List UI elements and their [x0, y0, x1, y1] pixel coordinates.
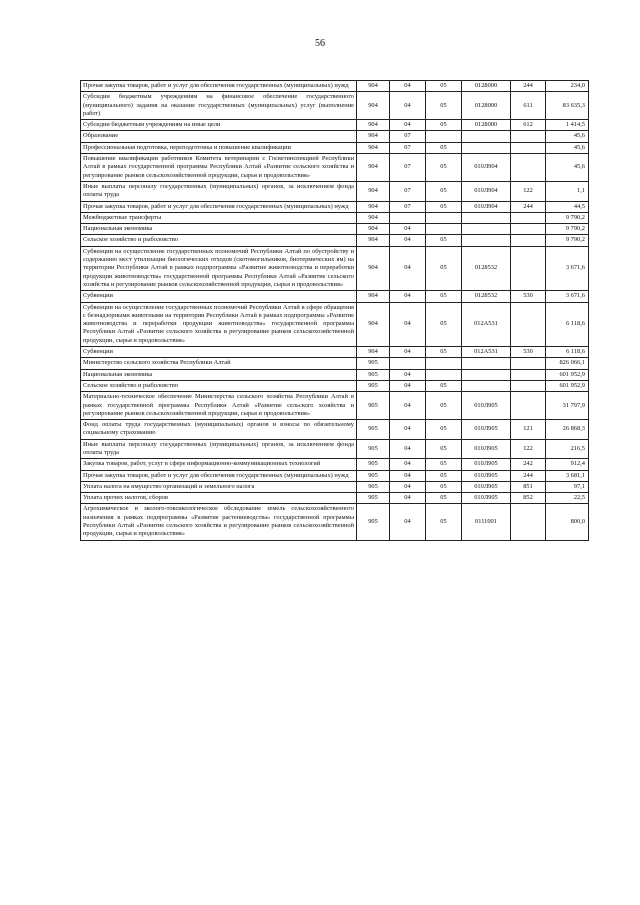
- section-code: 04: [390, 493, 426, 504]
- section-code: 04: [390, 380, 426, 391]
- ministry-code: 904: [357, 81, 390, 92]
- subsection-code: 05: [426, 470, 462, 481]
- ministry-code: 904: [357, 212, 390, 223]
- amount: 1,1: [546, 181, 589, 201]
- row-name: Повышение квалификации работников Комитета ветеринарии с Госветинспекцией Республики Алтай в рамках государственной программы Республики Алтай «Развитие сельского хозяйства и регулирование рынков сельскохозяйственной продукции, сырья и продовольствия»: [81, 154, 357, 182]
- subsection-code: [426, 358, 462, 369]
- table-row: [81, 224, 589, 235]
- section-code: 04: [390, 224, 426, 235]
- ministry-code: 904: [357, 181, 390, 201]
- subsection-code: [426, 224, 462, 235]
- table-row: [81, 358, 589, 369]
- subsection-code: [426, 212, 462, 223]
- row-name: Агрохимическое и эколого-токсикологическое обследование земель сельскохозяйственного назначения в рамках подпрограммы «Развитие растениеводства» государственной программы Республики Алтай «Развитие сельского хозяйства и регулирование рынков сельскохозяйственной продукции, сырья и продовольствия»: [81, 504, 357, 540]
- amount: 800,0: [546, 504, 589, 540]
- target-article-code: [462, 224, 511, 235]
- expense-type-code: 611: [511, 92, 546, 120]
- section-code: 04: [390, 302, 426, 346]
- section-code: [390, 212, 426, 223]
- table-row: [81, 212, 589, 223]
- ministry-code: 905: [357, 380, 390, 391]
- amount: 45,6: [546, 131, 589, 142]
- subsection-code: 05: [426, 201, 462, 212]
- table-row: [81, 201, 589, 212]
- table-row: [81, 439, 589, 459]
- table-row: [81, 154, 589, 182]
- row-name: Сельское хозяйство и рыболовство: [81, 380, 357, 391]
- expense-type-code: [511, 235, 546, 246]
- section-code: 04: [390, 81, 426, 92]
- section-code: 04: [390, 504, 426, 540]
- section-code: 04: [390, 439, 426, 459]
- section-code: 04: [390, 369, 426, 380]
- target-article-code: 010Л905: [462, 392, 511, 420]
- subsection-code: 05: [426, 481, 462, 492]
- subsection-code: 05: [426, 439, 462, 459]
- subsection-code: 05: [426, 92, 462, 120]
- table-row: [81, 92, 589, 120]
- row-name: Закупка товаров, работ, услуг в сфере информационно-коммуникационных технологий: [81, 459, 357, 470]
- table-row: [81, 120, 589, 131]
- target-article-code: 0128532: [462, 291, 511, 302]
- ministry-code: 905: [357, 392, 390, 420]
- ministry-code: 905: [357, 420, 390, 440]
- target-article-code: 010Л905: [462, 493, 511, 504]
- amount: 45,6: [546, 142, 589, 153]
- subsection-code: [426, 369, 462, 380]
- ministry-code: 904: [357, 224, 390, 235]
- table-row: [81, 392, 589, 420]
- target-article-code: 012А531: [462, 347, 511, 358]
- target-article-code: 010Л905: [462, 420, 511, 440]
- ministry-code: 905: [357, 481, 390, 492]
- row-name: Межбюджетные трансферты: [81, 212, 357, 223]
- target-article-code: [462, 131, 511, 142]
- amount: 601 952,9: [546, 369, 589, 380]
- target-article-code: [462, 235, 511, 246]
- table-row: [81, 481, 589, 492]
- row-name: Материально-техническое обеспечение Министерства сельского хозяйства Республики Алтай в рамках государственной программы Республики Алтай «Развитие сельского хозяйства и регулирование рынков сельскохозяйственной продукции, сырья и продовольствия»: [81, 392, 357, 420]
- table-row: [81, 459, 589, 470]
- expense-type-code: [511, 392, 546, 420]
- expense-type-code: 121: [511, 420, 546, 440]
- amount: 26 868,3: [546, 420, 589, 440]
- section-code: [390, 358, 426, 369]
- ministry-code: 905: [357, 369, 390, 380]
- target-article-code: 010Л904: [462, 181, 511, 201]
- section-code: 04: [390, 120, 426, 131]
- expense-type-code: 242: [511, 459, 546, 470]
- row-name: Прочая закупка товаров, работ и услуг для обеспечения государственных (муниципальных) нужд: [81, 201, 357, 212]
- section-code: 04: [390, 246, 426, 290]
- amount: 22,5: [546, 493, 589, 504]
- amount: 3 671,6: [546, 246, 589, 290]
- section-code: 04: [390, 92, 426, 120]
- expense-type-code: [511, 212, 546, 223]
- subsection-code: 05: [426, 81, 462, 92]
- section-code: 07: [390, 201, 426, 212]
- row-name: Субвенции: [81, 347, 357, 358]
- ministry-code: 904: [357, 131, 390, 142]
- amount: 44,5: [546, 201, 589, 212]
- ministry-code: 904: [357, 235, 390, 246]
- expense-type-code: [511, 380, 546, 391]
- ministry-code: 905: [357, 358, 390, 369]
- row-name: Иные выплаты персоналу государственных (муниципальных) органов, за исключением фонда оплаты труда: [81, 439, 357, 459]
- row-name: Образование: [81, 131, 357, 142]
- expense-type-code: 851: [511, 481, 546, 492]
- section-code: 04: [390, 347, 426, 358]
- row-name: Сельское хозяйство и рыболовство: [81, 235, 357, 246]
- table-row: [81, 291, 589, 302]
- table-row: [81, 504, 589, 540]
- amount: 9 790,2: [546, 212, 589, 223]
- target-article-code: 0128532: [462, 246, 511, 290]
- expense-type-code: 244: [511, 470, 546, 481]
- expense-type-code: 612: [511, 120, 546, 131]
- expense-type-code: [511, 224, 546, 235]
- row-name: Субвенции: [81, 291, 357, 302]
- row-name: Уплата прочих налогов, сборов: [81, 493, 357, 504]
- target-article-code: 0111001: [462, 504, 511, 540]
- ministry-code: 905: [357, 493, 390, 504]
- row-name: Национальная экономика: [81, 369, 357, 380]
- table-body: [81, 81, 589, 541]
- table-row: [81, 246, 589, 290]
- table-row: [81, 470, 589, 481]
- section-code: 04: [390, 470, 426, 481]
- target-article-code: 010Л905: [462, 470, 511, 481]
- target-article-code: 0128000: [462, 92, 511, 120]
- amount: 9 790,2: [546, 224, 589, 235]
- target-article-code: [462, 380, 511, 391]
- amount: 9 790,2: [546, 235, 589, 246]
- subsection-code: 05: [426, 380, 462, 391]
- target-article-code: 010Л904: [462, 201, 511, 212]
- ministry-code: 904: [357, 347, 390, 358]
- section-code: 04: [390, 459, 426, 470]
- amount: 6 118,6: [546, 302, 589, 346]
- ministry-code: 905: [357, 439, 390, 459]
- ministry-code: 904: [357, 291, 390, 302]
- row-name: Субвенции на осуществление государственных полномочий Республики Алтай в сфере обращения с безнадзорными животными на территории Республики Алтай в рамках подпрограммы «Развитие животноводства и переработки продукции животноводства» государственной программы Республики Алтай «Развитие сельского хозяйства и регулирование рынков сельскохозяйственной продукции, сырья и продовольствия»: [81, 302, 357, 346]
- subsection-code: 05: [426, 347, 462, 358]
- expense-type-code: 244: [511, 201, 546, 212]
- row-name: Субвенции на осуществление государственных полномочий Республики Алтай по обустройству и содержанию мест утилизации биологических отходов (скотомогильников, биотермических ям) на территории Республики Алтай в рамках подпрограммы «Развитие животноводства и переработки продукции животноводства» государственной программы Республики Алтай «Развитие сельского хозяйства и регулирование рынков сельскохозяйственной продукции, сырья и продовольствия»: [81, 246, 357, 290]
- table-row: [81, 131, 589, 142]
- subsection-code: 05: [426, 120, 462, 131]
- subsection-code: 05: [426, 420, 462, 440]
- amount: 601 952,9: [546, 380, 589, 391]
- section-code: 07: [390, 181, 426, 201]
- subsection-code: 05: [426, 493, 462, 504]
- target-article-code: [462, 142, 511, 153]
- table-row: [81, 81, 589, 92]
- amount: 234,0: [546, 81, 589, 92]
- expense-type-code: 122: [511, 181, 546, 201]
- ministry-code: 905: [357, 459, 390, 470]
- table-row: [81, 347, 589, 358]
- amount: 216,5: [546, 439, 589, 459]
- ministry-code: 905: [357, 504, 390, 540]
- amount: 83 635,3: [546, 92, 589, 120]
- section-code: 04: [390, 420, 426, 440]
- row-name: Субсидии бюджетным учреждениям на иные цели: [81, 120, 357, 131]
- expense-type-code: [511, 131, 546, 142]
- expense-type-code: 852: [511, 493, 546, 504]
- section-code: 04: [390, 392, 426, 420]
- table-row: [81, 420, 589, 440]
- subsection-code: 05: [426, 302, 462, 346]
- target-article-code: [462, 358, 511, 369]
- expense-type-code: 122: [511, 439, 546, 459]
- section-code: 07: [390, 154, 426, 182]
- subsection-code: 05: [426, 235, 462, 246]
- subsection-code: [426, 131, 462, 142]
- amount: 3 671,6: [546, 291, 589, 302]
- table-row: [81, 235, 589, 246]
- table-row: [81, 380, 589, 391]
- budget-table: [80, 80, 589, 541]
- row-name: Национальная экономика: [81, 224, 357, 235]
- row-name: Министерство сельского хозяйства Республики Алтай: [81, 358, 357, 369]
- ministry-code: 904: [357, 154, 390, 182]
- table-row: [81, 142, 589, 153]
- expense-type-code: [511, 504, 546, 540]
- table-row: [81, 302, 589, 346]
- ministry-code: 904: [357, 120, 390, 131]
- amount: 45,6: [546, 154, 589, 182]
- row-name: Прочая закупка товаров, работ и услуг для обеспечения государственных (муниципальных) нужд: [81, 470, 357, 481]
- subsection-code: 05: [426, 142, 462, 153]
- expense-type-code: [511, 246, 546, 290]
- amount: 826 066,1: [546, 358, 589, 369]
- subsection-code: 05: [426, 291, 462, 302]
- row-name: Иные выплаты персоналу государственных (муниципальных) органов, за исключением фонда оплаты труда: [81, 181, 357, 201]
- target-article-code: [462, 369, 511, 380]
- ministry-code: 904: [357, 246, 390, 290]
- section-code: 07: [390, 142, 426, 153]
- table-row: [81, 493, 589, 504]
- expense-type-code: [511, 142, 546, 153]
- subsection-code: 05: [426, 504, 462, 540]
- table-row: [81, 181, 589, 201]
- subsection-code: 05: [426, 459, 462, 470]
- ministry-code: 904: [357, 142, 390, 153]
- table-row: [81, 369, 589, 380]
- row-name: Субсидии бюджетным учреждениям на финансовое обеспечение государственного (муниципального) задания на оказание государственных (муниципальных) услуг (выполнение работ): [81, 92, 357, 120]
- expense-type-code: 530: [511, 291, 546, 302]
- subsection-code: 05: [426, 154, 462, 182]
- section-code: 04: [390, 481, 426, 492]
- target-article-code: 012А531: [462, 302, 511, 346]
- target-article-code: 0128000: [462, 81, 511, 92]
- target-article-code: 0128000: [462, 120, 511, 131]
- row-name: Прочая закупка товаров, работ и услуг для обеспечения государственных (муниципальных) нужд: [81, 81, 357, 92]
- expense-type-code: 244: [511, 81, 546, 92]
- row-name: Уплата налога на имущество организаций и земельного налога: [81, 481, 357, 492]
- amount: 912,4: [546, 459, 589, 470]
- target-article-code: 010Л904: [462, 154, 511, 182]
- expense-type-code: [511, 369, 546, 380]
- target-article-code: 010Л905: [462, 481, 511, 492]
- target-article-code: [462, 212, 511, 223]
- target-article-code: 010Л905: [462, 439, 511, 459]
- amount: 3 681,1: [546, 470, 589, 481]
- expense-type-code: [511, 154, 546, 182]
- ministry-code: 904: [357, 92, 390, 120]
- subsection-code: 05: [426, 181, 462, 201]
- section-code: 07: [390, 131, 426, 142]
- amount: 97,1: [546, 481, 589, 492]
- ministry-code: 904: [357, 302, 390, 346]
- section-code: 04: [390, 235, 426, 246]
- row-name: Фонд оплаты труда государственных (муниципальных) органов и взносы по обязательному социальному страхованию: [81, 420, 357, 440]
- ministry-code: 904: [357, 201, 390, 212]
- section-code: 04: [390, 291, 426, 302]
- amount: 6 118,6: [546, 347, 589, 358]
- expense-type-code: [511, 302, 546, 346]
- ministry-code: 905: [357, 470, 390, 481]
- amount: 31 797,9: [546, 392, 589, 420]
- target-article-code: 010Л905: [462, 459, 511, 470]
- subsection-code: 05: [426, 246, 462, 290]
- subsection-code: 05: [426, 392, 462, 420]
- row-name: Профессиональная подготовка, переподготовка и повышение квалификации: [81, 142, 357, 153]
- page-number: 56: [315, 38, 325, 49]
- expense-type-code: 530: [511, 347, 546, 358]
- amount: 1 414,5: [546, 120, 589, 131]
- expense-type-code: [511, 358, 546, 369]
